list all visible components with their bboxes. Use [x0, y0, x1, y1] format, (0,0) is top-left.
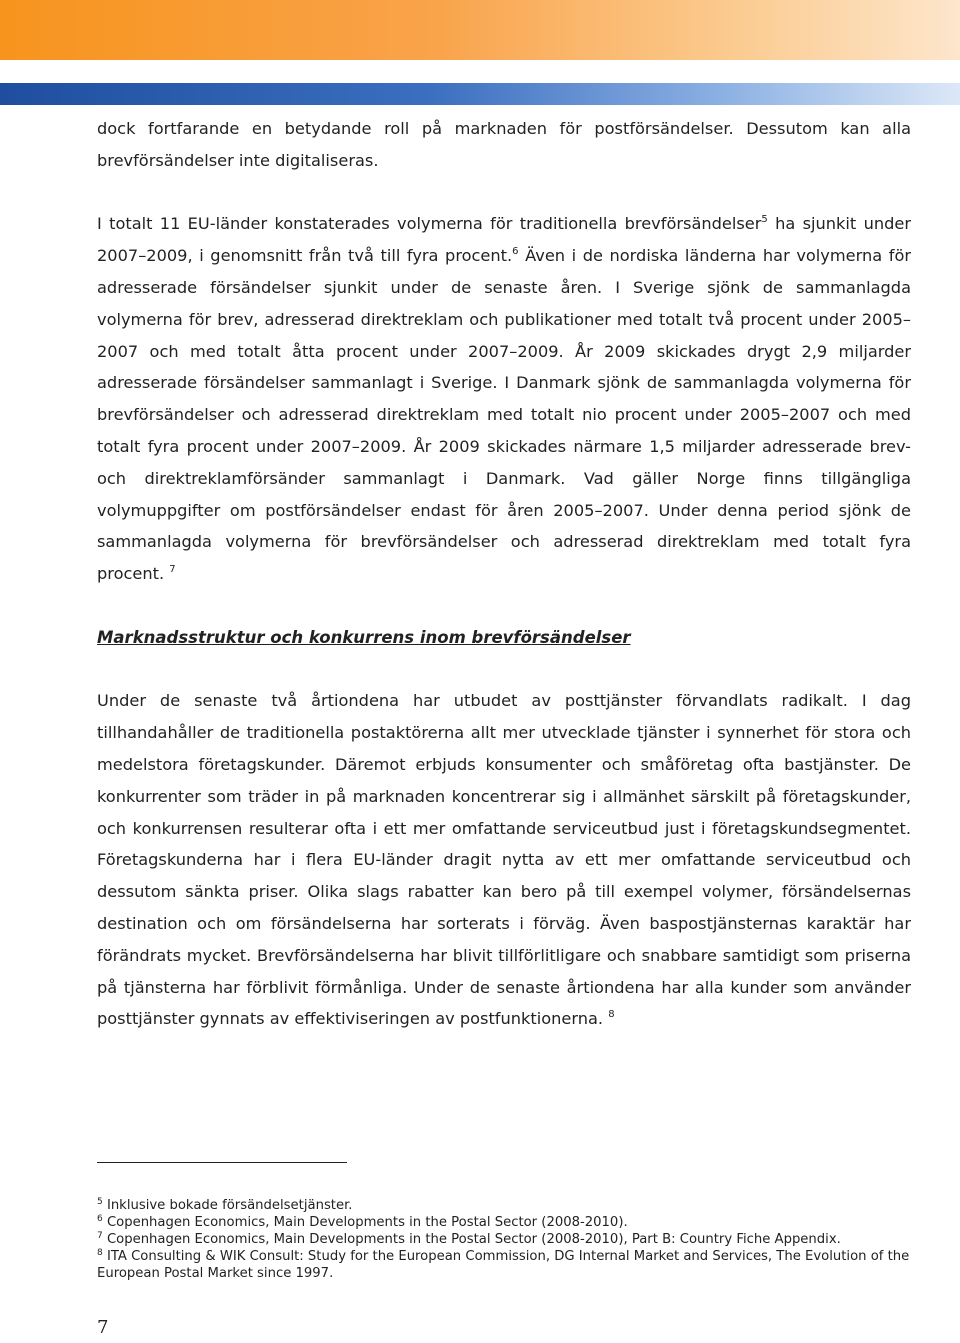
footnote-ref-5[interactable]: 5 [761, 214, 768, 226]
footnote-ref-6[interactable]: 6 [512, 246, 519, 258]
paragraph-text: I totalt 11 EU-länder konstaterades volymerna för traditionella brevförsändelser [97, 214, 762, 234]
header-gap [0, 60, 960, 83]
paragraph-text: dock fortfarande en betydande roll på marknaden för postförsändelser. Dessutom kan alla brevförsändelser inte digitaliseras. [97, 119, 911, 170]
footnote-ref-8[interactable]: 8 [608, 1009, 615, 1021]
footnote-number: 6 [97, 1214, 103, 1224]
paragraph-2 [97, 208, 911, 590]
footnote-ref-7[interactable]: 7 [169, 564, 176, 576]
footnote-6 [97, 1214, 911, 1231]
section-heading: Marknadsstruktur och konkurrens inom brevförsändelser [97, 627, 631, 647]
header-orange-band [0, 0, 960, 60]
paragraph-text: ha sjunkit under 2007–2009, i genomsnitt från två till fyra procent. [97, 214, 911, 266]
footnote-number: 8 [97, 1248, 103, 1258]
header-blue-band [0, 83, 960, 105]
footnote-text: Copenhagen Economics, Main Developments in the Postal Sector (2008-2010), Part B: Country Fiche Appendix. [106, 1232, 841, 1247]
footnote-5 [97, 1197, 911, 1214]
paragraph-text: Under de senaste två årtiondena har utbudet av posttjänster förvandlats radikalt. I dag tillhandahåller de traditionella postaktörerna allt mer utvecklade tjänster i synnerhet för stora och medelstora företagskunder. Däremot erbjuds konsumenter och småföretag ofta bastjänster. De konkurrenter som träder in på marknaden koncentrerar sig i allmänhet särskilt på företagskunder, och konkurrensen resulterar ofta i ett mer omfattande serviceutbud just i företagskundsegmentet. Företagskunderna har i flera EU-länder dragit nytta av ett mer omfattande serviceutbud och dessutom sänkta priser. Olika slags rabatter kan bero på till exempel volymer, försändelsernas destination och om försändelserna har sorterats i förväg. Även baspostjänsternas karaktär har förändrats mycket. Brevförsändelserna har blivit tillförlitligare och snabbare samtidigt som priserna på tjänsterna har förblivit förmånliga. Under de senaste årtiondena har alla kunder som använder posttjänster gynnats av effektiviseringen av postfunktionerna. [97, 691, 911, 1029]
footnote-7 [97, 1231, 911, 1248]
paragraph-1 [97, 113, 911, 177]
document-body [97, 113, 911, 1035]
footnote-number: 5 [97, 1197, 103, 1207]
page-number: 7 [97, 1317, 109, 1338]
paragraph-3 [97, 685, 911, 1035]
paragraph-text: Även i de nordiska länderna har volymerna för adresserade försändelser sjunkit under de senaste åren. I Sverige sjönk de sammanlagda volymerna för brev, adresserad direktreklam och publikationer med totalt två procent under 2005–2007 och med totalt åtta procent under 2007–2009. År 2009 skickades drygt 2,9 miljarder adresserade försändelser sammanlagt i Sverige. I Danmark sjönk de sammanlagda volymerna för brevförsändelser och adresserad direktreklam med totalt nio procent under 2005–2007 och med totalt fyra procent under 2007–2009. År 2009 skickades närmare 1,5 miljarder adresserade brev- och direktreklamförsänder sammanlagt i Danmark. Vad gäller Norge finns tillgängliga volymuppgifter om postförsändelser endast för åren 2005–2007. Under denna period sjönk de sammanlagda volymerna för brevförsändelser och adresserad direktreklam med totalt fyra procent. [97, 246, 911, 584]
footnote-text: Inklusive bokade försändelsetjänster. [106, 1198, 353, 1213]
footnote-text: ITA Consulting & WIK Consult: Study for the European Commission, DG Internal Market and Services, The Evolution of the European Postal Market since 1997. [97, 1249, 910, 1281]
footnote-separator [97, 1162, 347, 1163]
footnote-text: Copenhagen Economics, Main Developments in the Postal Sector (2008-2010). [106, 1215, 628, 1230]
footnote-8 [97, 1248, 911, 1282]
footnote-number: 7 [97, 1231, 103, 1241]
footnotes [97, 1197, 911, 1282]
